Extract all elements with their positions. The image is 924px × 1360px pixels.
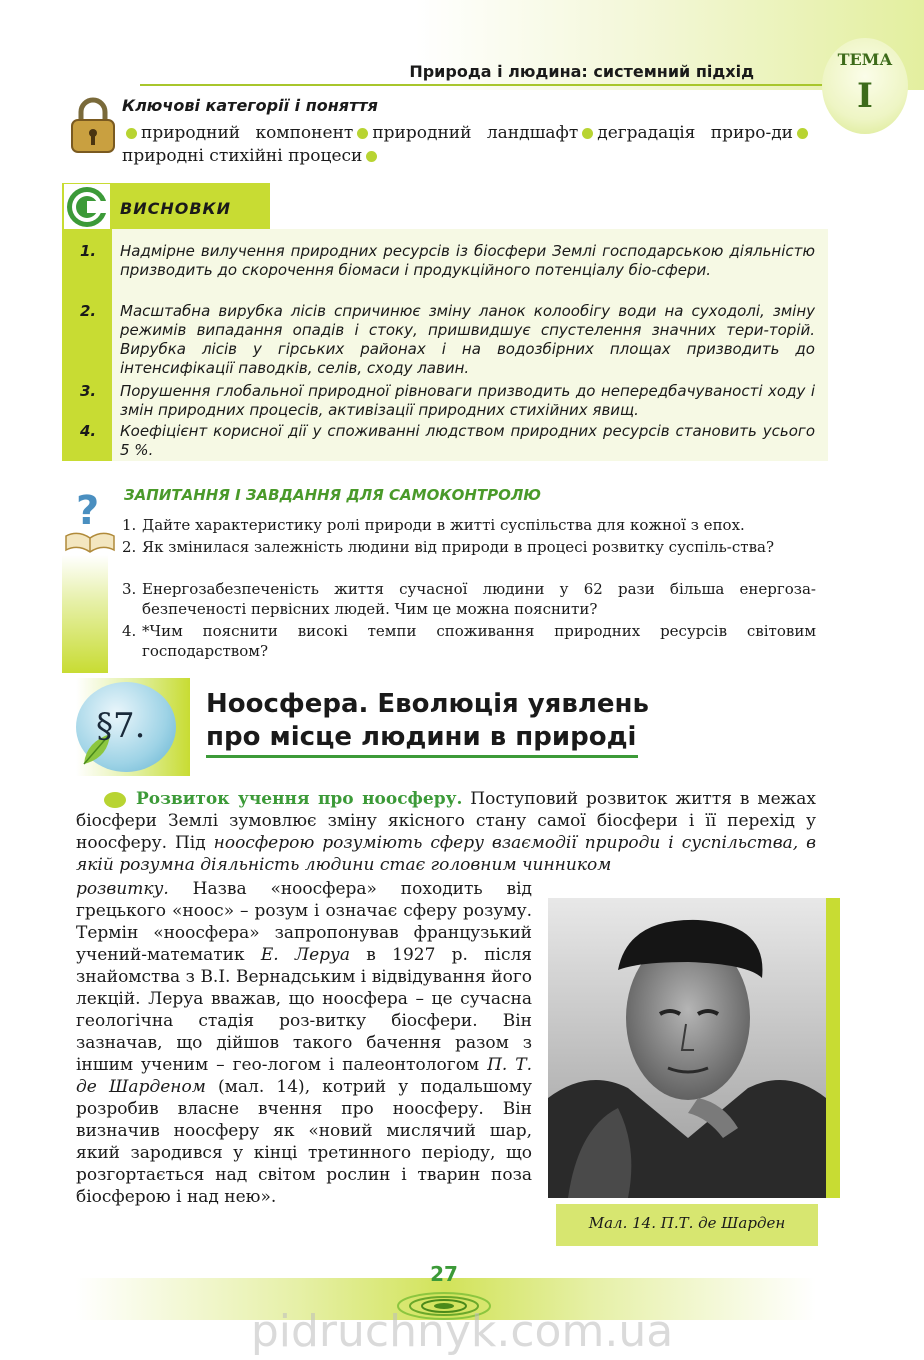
conclusions-icon (64, 184, 110, 230)
body-definition: розвитку. (76, 879, 169, 899)
section-title (206, 688, 649, 754)
conclusion-number: 3. (80, 382, 97, 400)
body-definition: ноосферою розуміють сферу взаємодії природи і суспільства, в якій розумна діяльність людини стає головним чинником (76, 833, 816, 875)
person-name: П. Т. де Шарденом (76, 1055, 532, 1097)
body-subtitle: Розвиток учення про ноосферу. (136, 789, 463, 809)
section-title-line: Ноосфера. Еволюція уявлень (206, 689, 649, 719)
person-name: Е. Леруа (260, 945, 351, 965)
conclusion-number: 1. (80, 242, 97, 260)
tema-label: ТЕМА (837, 50, 893, 69)
key-concept-item: деградація приро-ди (597, 123, 793, 143)
section-title-line: про місце людини в природі (206, 722, 637, 752)
body-text: (мал. 14), котрий у подальшому розробив власне вчення про ноосферу. Він визначив ноосферу як «новий мислячий шар, який зародився у кінці третинного періоду, що розгортається над світом рослин і тварин поза біосферою і над нею». (76, 1077, 532, 1207)
question-text: Енергозабезпеченість життя сучасної людини у 62 рази більша енергоза-безпеченості первісних людей. Чим це можна пояснити? (142, 580, 816, 618)
body-paragraph (76, 788, 816, 876)
tema-number: I (857, 76, 873, 116)
question-number: 4. (122, 622, 137, 640)
body-text: в 1927 р. після знайомства з В.І. Вернадським і відвідування його лекцій. Леруа вважав, що ноосфера – це сучасна геологічна стадія роз-витку біосфери. Він зазначав, що дійшов такого бачення разом з іншим ученим – гео-логом і палеонтологом (76, 945, 533, 1075)
page-number: 27 (430, 1262, 458, 1286)
conclusion-text: Масштабна вирубка лісів спричинює зміну ланок колообігу води на суходолі, зміну режимів випадання опадів і стоку, пришвидшує спустелення значних тери-торій. Вирубка лісів у гірських районах і на водозбірних площах призводить до інтенсифікації паводків, селів, сходу лавин. (120, 302, 815, 377)
section-title-underline (206, 755, 638, 758)
question-number: 3. (122, 580, 137, 598)
bullet-dot (366, 151, 377, 162)
conclusion-text: Надмірне вилучення природних ресурсів із біосфери Землі господарською діяльністю призводить до скорочення біомаси і продукційного потенціалу біо-сфери. (120, 242, 815, 279)
key-concept-item: природні стихійні процеси (122, 146, 363, 166)
header-divider (140, 84, 830, 86)
watermark: pidruchnyk.com.ua (250, 1306, 674, 1357)
question-text: *Чим пояснити високі темпи споживання природних ресурсів світовим господарством? (142, 622, 816, 660)
bullet-dot (104, 792, 126, 808)
conclusion-number: 2. (80, 302, 97, 320)
question-number: 2. (122, 538, 137, 556)
conclusion-text: Порушення глобальної природної рівноваги призводить до непередбачуваності ходу і змін природних процесів, активізації природних стихійних явищ. (120, 382, 815, 419)
running-header: Природа і людина: системний підхід (409, 62, 754, 81)
key-concepts-list (122, 122, 812, 168)
key-concepts-title: Ключові категорії і поняття (122, 96, 378, 115)
conclusion-text: Коефіцієнт корисної дії у споживанні людством природних ресурсів становить усього 5 %. (120, 422, 815, 459)
figure-caption: Мал. 14. П.Т. де Шарден (588, 1214, 786, 1232)
bullet-dot (797, 128, 808, 139)
questions-sidebar (62, 555, 108, 673)
section-number: §7. (96, 706, 146, 746)
svg-text:?: ? (76, 488, 100, 534)
lock-icon (68, 96, 118, 154)
bullet-dot (582, 128, 593, 139)
conclusions-title: ВИСНОВКИ (120, 199, 231, 218)
questions-title: ЗАПИТАННЯ І ЗАВДАННЯ ДЛЯ САМОКОНТРОЛЮ (124, 486, 541, 504)
bullet-dot (357, 128, 368, 139)
question-book-icon (64, 484, 116, 556)
body-text: Поступовий розвиток життя в межах біосфери Землі зумовлює зміну якісного стану самої біосфери і її перехід у ноосферу. Під (76, 789, 816, 853)
conclusion-number: 4. (80, 422, 97, 440)
question-text: Як змінилася залежність людини від природи в процесі розвитку суспіль-ства? (142, 538, 774, 556)
figure-side-band (826, 898, 840, 1198)
body-paragraph (76, 878, 532, 1208)
question-text: Дайте характеристику ролі природи в житті суспільства для кожної з епох. (142, 516, 745, 534)
bullet-dot (126, 128, 137, 139)
question-number: 1. (122, 516, 137, 534)
body-text: Назва «ноосфера» походить від грецького «ноос» – розум і означає сферу розуму. Термін «ноосфера» запропонував французький учений-математик (76, 879, 532, 965)
key-concept-item: природний ландшафт (372, 123, 579, 143)
key-concept-item: природний компонент (141, 123, 354, 143)
portrait-photo (548, 898, 826, 1198)
